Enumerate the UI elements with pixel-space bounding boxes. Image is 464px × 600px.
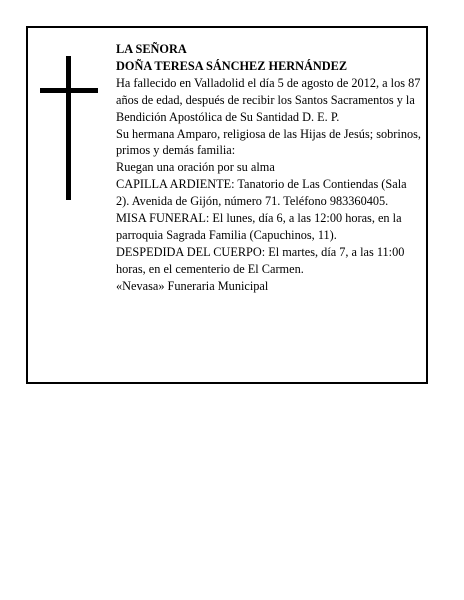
deceased-name: DOÑA TERESA SÁNCHEZ HERNÁNDEZ <box>116 58 348 73</box>
burial-details: DESPEDIDA DEL CUERPO: El martes, día 7, a las 11:00 horas, en el cementerio de El Carmen. <box>116 244 405 276</box>
cross-vertical-bar <box>66 56 71 200</box>
wake-details: CAPILLA ARDIENTE: Tanatorio de Las Contiendas (Sala 2). Avenida de Gijón, número 71. Teléfono 983360405. <box>116 177 407 209</box>
funeral-home: «Nevasa» Funeraria Municipal <box>116 278 269 293</box>
latin-cross-icon <box>40 56 96 200</box>
obituary-notice <box>26 26 428 384</box>
cross-horizontal-bar <box>40 88 98 93</box>
funeral-mass-details: MISA FUNERAL: El lunes, día 6, a las 12:00 horas, en la parroquia Sagrada Familia (Capuchinos, 11). <box>116 211 402 242</box>
family-mourners: Su hermana Amparo, religiosa de las Hijas de Jesús; sobrinos, primos y demás familia: <box>116 126 421 158</box>
notice-text <box>116 41 422 295</box>
notice-title: LA SEÑORA <box>116 42 187 56</box>
death-announcement: Ha fallecido en Valladolid el día 5 de agosto de 2012, a los 87 años de edad, después de recibir los Santos Sacramentos y la Bendición Apostólica de Su Santidad D. E. P. <box>116 75 421 124</box>
prayer-request: Ruegan una oración por su alma <box>116 160 275 175</box>
